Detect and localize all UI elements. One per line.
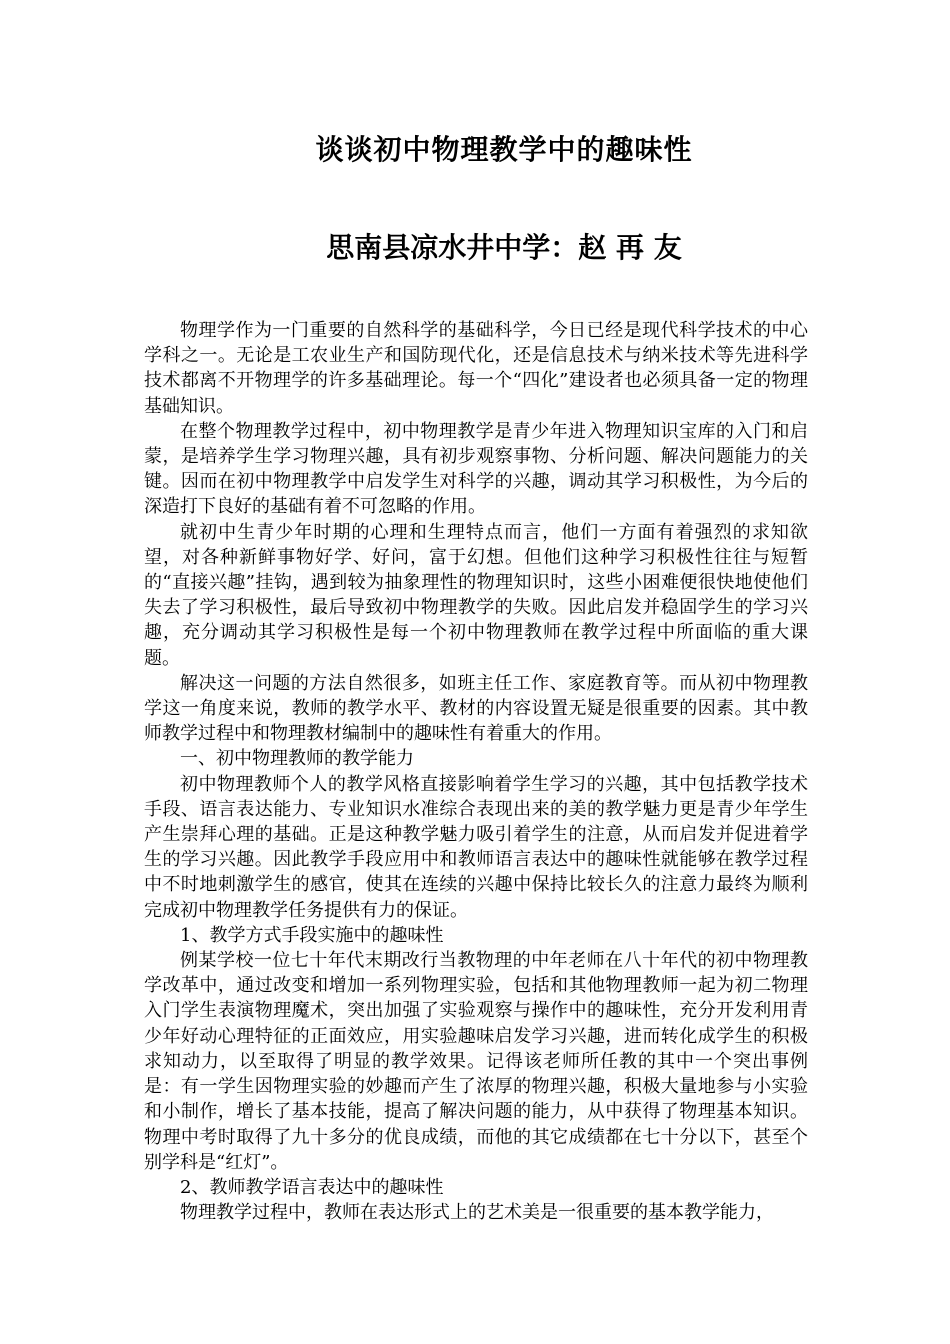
document-author: 思南县凉水井中学：赵 再 友	[326, 231, 682, 264]
paragraph: 物理教学过程中，教师在表达形式上的艺术美是一很重要的基本教学能力，	[180, 1202, 774, 1224]
subsection-heading: 2、教师教学语言表达中的趣味性	[180, 1176, 444, 1198]
document-title: 谈谈初中物理教学中的趣味性	[315, 133, 693, 166]
paragraph: 物理学作为一门重要的自然科学的基础科学，今日已经是现代科学技术的中心学科之一。无论是工农业生产和国防现代化，还是信息技术与纳米技术等先进科学技术都离不开物理学的许多基础理论。每一个“四化”建设者也必须具备一定的物理基础知识。	[144, 320, 808, 417]
paragraph: 就初中生青少年时期的心理和生理特点而言，他们一方面有着强烈的求知欲望，对各种新鲜事物好学、好问，富于幻想。但他们这种学习积极性往往与短暂的“直接兴趣”挂钩，遇到较为抽象理性的物理知识时，这些小困难便很快地使他们失去了学习积极性，最后导致初中物理教学的失败。因此启发并稳固学生的学习兴趣，充分调动其学习积极性是每一个初中物理教师在教学过程中所面临的重大课题。	[144, 521, 808, 669]
paragraph: 初中物理教师个人的教学风格直接影响着学生学习的兴趣，其中包括教学技术手段、语言表达能力、专业知识水准综合表现出来的美的教学魅力更是青少年学生产生崇拜心理的基础。正是这种教学魅力吸引着学生的注意，从而启发并促进着学生的学习兴趣。因此教学手段应用中和教师语言表达中的趣味性就能够在教学过程中不时地刺激学生的感官，使其在连续的兴趣中保持比较长久的注意力最终为顺利完成初中物理教学任务提供有力的保证。	[144, 773, 808, 921]
section-heading: 一、初中物理教师的教学能力	[180, 748, 414, 770]
subsection-heading: 1、教学方式手段实施中的趣味性	[180, 924, 444, 946]
paragraph: 解决这一问题的方法自然很多，如班主任工作、家庭教育等。而从初中物理教学这一角度来说，教师的教学水平、教材的内容设置无疑是很重要的因素。其中教师教学过程中和物理教材编制中的趣味性有着重大的作用。	[144, 672, 808, 745]
document-body	[144, 318, 808, 1225]
paragraph: 例某学校一位七十年代末期改行当教物理的中年老师在八十年代的初中物理教学改革中，通过改变和增加一系列物理实验，包括和其他物理教师一起为初二物理入门学生表演物理魔术，突出加强了实验观察与操作中的趣味性，充分开发利用青少年好动心理特征的正面效应，用实验趣味启发学习兴趣，进而转化成学生的积极求知动力，以至取得了明显的教学效果。记得该老师所任教的其中一个突出事例是：有一学生因物理实验的妙趣而产生了浓厚的物理兴趣，积极大量地参与小实验和小制作，增长了基本技能，提高了解决问题的能力，从中获得了物理基本知识。物理中考时取得了九十多分的优良成绩，而他的其它成绩都在七十分以下，甚至个别学科是“红灯”。	[144, 950, 808, 1173]
paragraph: 在整个物理教学过程中，初中物理教学是青少年进入物理知识宝库的入门和启蒙，是培养学生学习物理兴趣，具有初步观察事物、分析问题、解决问题能力的关键。因而在初中物理教学中启发学生对科学的兴趣，调动其学习积极性，为今后的深造打下良好的基础有着不可忽略的作用。	[144, 420, 808, 518]
